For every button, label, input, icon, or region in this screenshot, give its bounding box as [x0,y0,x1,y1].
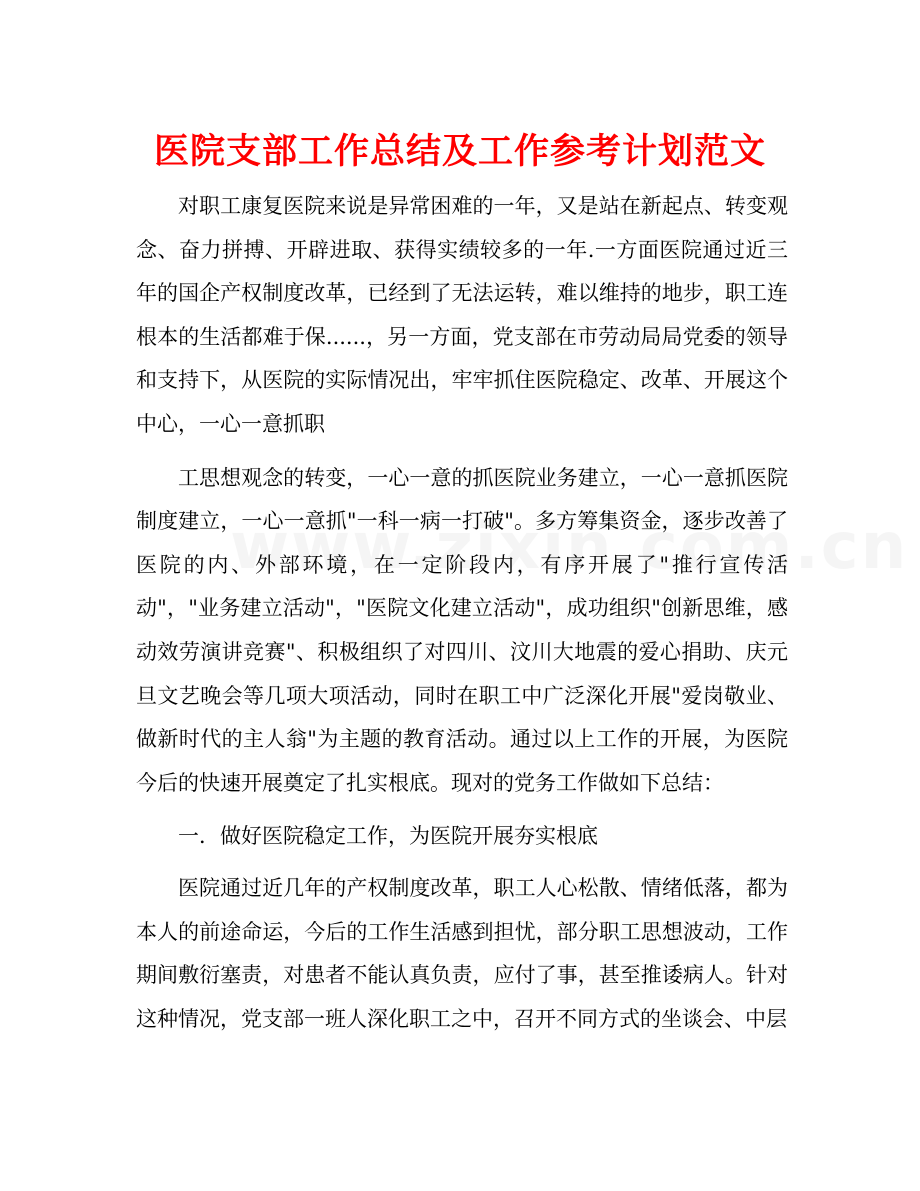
paragraph-activities: 工思想观念的转变，一心一意的抓医院业务建立，一心一意抓医院制度建立，一心一意抓"一科一病一打破"。多方筹集资金，逐步改善了医院的内、外部环境，在一定阶段内，有序开展了"推行宣传活动"，"业务建立活动"，"医院文化建立活动"，成功组织"创新思维，感动效劳演讲竞赛"、积极组织了对四川、汶川大地震的爱心捐助、庆元旦文艺晚会等几项大项活动，同时在职工中广泛深化开展"爱岗敬业、做新时代的主人翁"为主题的教育活动。通过以上工作的开展，为医院今后的快速开展奠定了扎实根底。现对的党务工作做如下总结： [136,465,788,795]
paragraph-intro: 对职工康复医院来说是异常困难的一年，又是站在新起点、转变观念、奋力拼搏、开辟进取、获得实绩较多的一年.一方面医院通过近三年的国企产权制度改革，已经到了无法运转，难以维持的地步，职工连根本的生活都难于保......，另一方面，党支部在市劳动局局党委的领导和支持下，从医院的实际情况出，牢牢抓住医院稳定、改革、开展这个中心，一心一意抓职 [136,194,788,436]
section-heading: 一．做好医院稳定工作，为医院开展夯实根底 [178,824,598,849]
document-title: 医院支部工作总结及工作参考计划范文 [153,131,766,172]
paragraph-section-one: 医院通过近几年的产权制度改革，职工人心松散、情绪低落，都为本人的前途命运，今后的工作生活感到担忧，部分职工思想波动，工作期间敷衍塞责，对患者不能认真负责，应付了事，甚至推诿病人。针对这种情况，党支部一班人深化职工之中，召开不同方式的坐谈会、中层 [136,875,788,1031]
document-body [136,185,788,1051]
